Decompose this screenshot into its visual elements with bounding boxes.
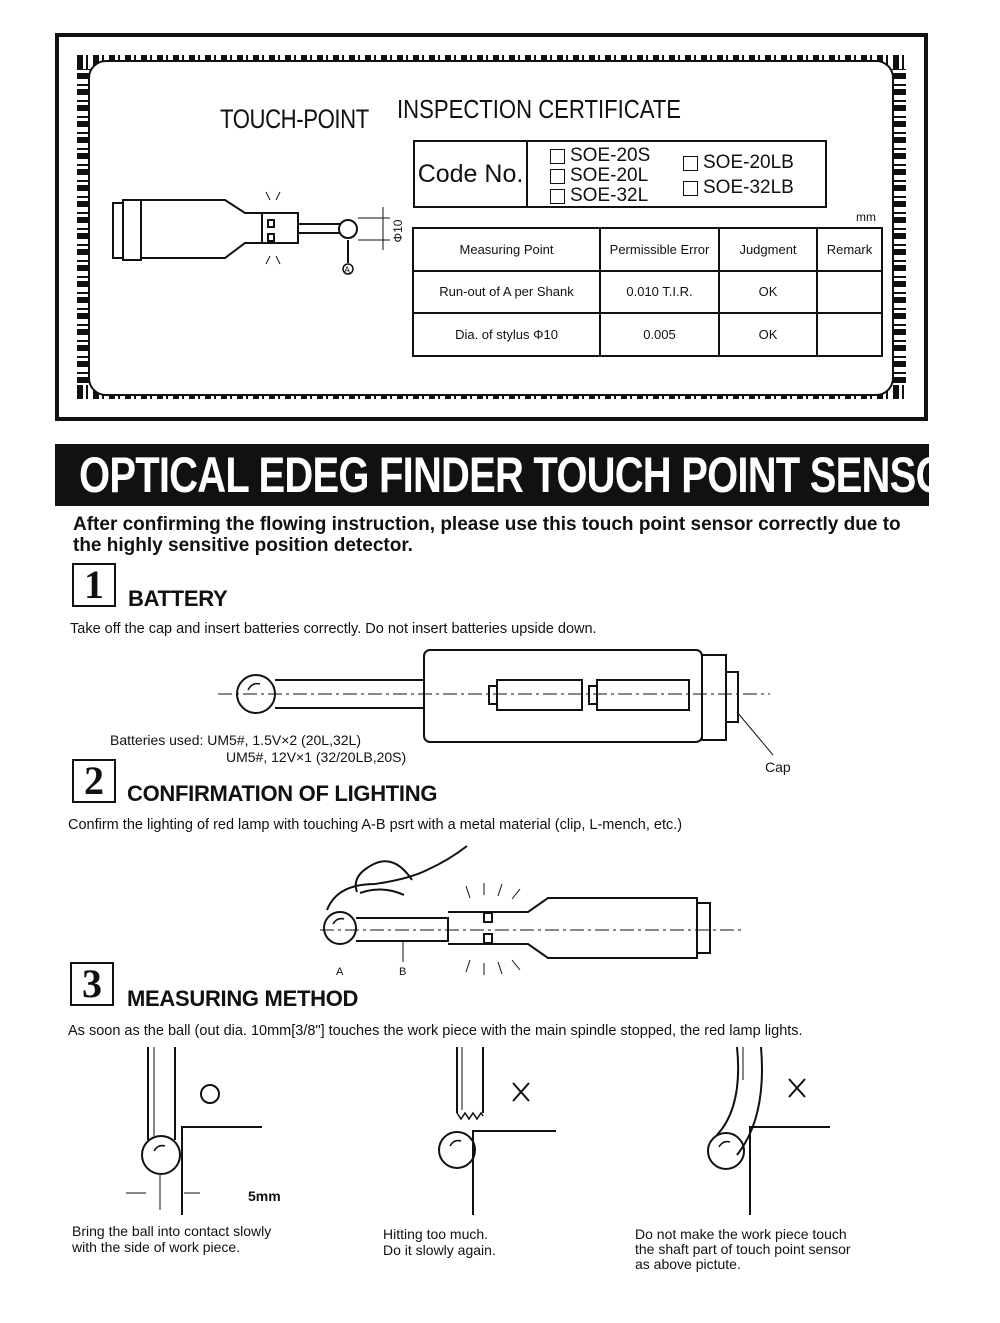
sensor-drawing-certificate xyxy=(113,192,390,274)
case-caption: Bring the ball into contact slowly with the side of work piece. xyxy=(72,1223,272,1255)
code-label: Code No. xyxy=(415,142,528,206)
model-option: SOE-32L xyxy=(550,185,648,207)
section-description: Take off the cap and insert batteries correctly. Do not insert batteries upside down. xyxy=(70,621,597,637)
table-cell: OK xyxy=(719,313,817,356)
table-cell: Run-out of A per Shank xyxy=(413,271,600,314)
dimension-label: 5mm xyxy=(248,1188,281,1204)
table-cell: 0.010 T.I.R. xyxy=(600,271,719,314)
table-header: Measuring Point xyxy=(413,228,600,271)
table-cell: Dia. of stylus Φ10 xyxy=(413,313,600,356)
case-caption: Do not make the work piece touch the shaft part of touch point sensor as above pictute. xyxy=(635,1226,851,1272)
section-description: As soon as the ball (out dia. 10mm[3/8"] touches the work piece with the main spindle stopped, the red lamp lights. xyxy=(68,1023,803,1039)
point-b-label: B xyxy=(399,966,407,978)
model-option: SOE-20L xyxy=(550,165,648,187)
table-header: Permissible Error xyxy=(600,228,719,271)
diameter-label: Φ10 xyxy=(391,219,405,243)
model-option: SOE-32LB xyxy=(683,177,794,199)
section-heading: CONFIRMATION OF LIGHTING xyxy=(127,781,438,806)
measuring-case-shaft-drawing xyxy=(708,1047,830,1215)
model-option: SOE-20LB xyxy=(683,152,794,174)
section-heading: MEASURING METHOD xyxy=(127,986,359,1011)
table-cell: 0.005 xyxy=(600,313,719,356)
measuring-case-hitting-drawing xyxy=(439,1047,556,1215)
banner-text: OPTICAL EDEG FINDER TOUCH POINT SENSOR xyxy=(79,447,974,503)
measuring-case-correct-drawing xyxy=(126,1047,262,1215)
table-header: Remark xyxy=(817,228,882,271)
batteries-info: UM5#, 12V×1 (32/20LB,20S) xyxy=(226,749,407,765)
lighting-drawing xyxy=(320,846,745,975)
table-cell: OK xyxy=(719,271,817,314)
title-banner xyxy=(55,444,974,506)
section-description: Confirm the lighting of red lamp with touching A-B psrt with a metal material (clip, L-mench, etc.) xyxy=(68,817,683,833)
cap-label: Cap xyxy=(765,759,791,775)
point-a-label: A xyxy=(336,966,344,978)
unit-label: mm xyxy=(856,210,876,224)
certificate-brand: TOUCH-POINT xyxy=(220,104,369,134)
step-number: 3 xyxy=(70,962,114,1006)
model-option: SOE-20S xyxy=(550,145,650,167)
table-header: Judgment xyxy=(719,228,817,271)
certificate-title: INSPECTION CERTIFICATE xyxy=(397,94,682,124)
section-heading: BATTERY xyxy=(128,586,228,611)
case-caption: Hitting too much. Do it slowly again. xyxy=(383,1226,496,1258)
batteries-info: Batteries used: UM5#, 1.5V×2 (20L,32L) xyxy=(110,732,361,748)
point-a-label: A xyxy=(344,265,351,275)
step-number: 1 xyxy=(72,563,116,607)
intro-text: After confirming the flowing instruction, please use this touch point sensor correctly due to the highly sensitive position detector. xyxy=(73,514,901,556)
step-number: 2 xyxy=(72,759,116,803)
